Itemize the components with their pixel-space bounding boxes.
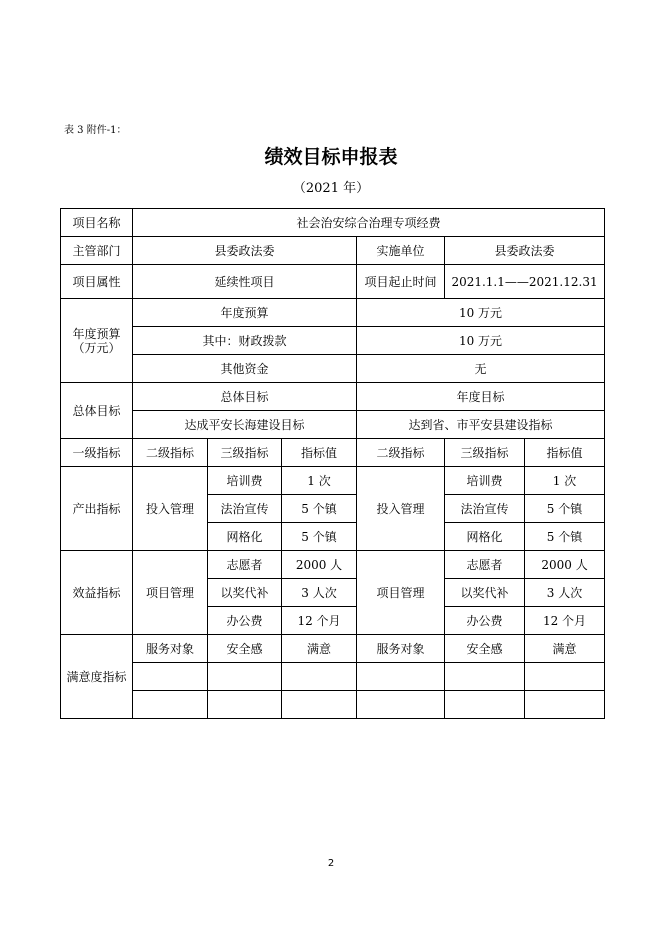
indicator-value: 12 个月: [282, 607, 357, 635]
page-title: 绩效目标申报表: [264, 146, 398, 168]
table-row: [61, 237, 605, 265]
value-header: 指标值: [525, 439, 605, 467]
annual-goal-header: 年度目标: [357, 383, 605, 411]
project-period-label: 项目起止时间: [357, 265, 445, 299]
table-row: [61, 411, 605, 439]
level3-header: 三级指标: [208, 439, 282, 467]
benefit-level2-b: 项目管理: [357, 551, 445, 635]
table-row: [61, 355, 605, 383]
indicator-name: 办公费: [208, 607, 282, 635]
empty-cell: [445, 663, 525, 691]
performance-goal-table: [60, 208, 605, 719]
indicator-value: 5 个镇: [525, 523, 605, 551]
empty-cell: [282, 663, 357, 691]
budget-row-value: 10 万元: [357, 299, 605, 327]
indicator-name: 志愿者: [208, 551, 282, 579]
annual-goal-value: 达到省、市平安县建设指标: [357, 411, 605, 439]
benefit-indicator-label: 效益指标: [61, 551, 133, 635]
table-row: [61, 663, 605, 691]
empty-cell: [133, 663, 208, 691]
empty-cell: [208, 691, 282, 719]
indicator-value: 5 个镇: [282, 523, 357, 551]
indicator-value: 3 人次: [525, 579, 605, 607]
indicator-value: 3 人次: [282, 579, 357, 607]
project-name-value: 社会治安综合治理专项经费: [133, 209, 605, 237]
project-name-label: 项目名称: [61, 209, 133, 237]
table-row: [61, 635, 605, 663]
table-row: [61, 551, 605, 579]
empty-cell: [525, 663, 605, 691]
year-subtitle: （2021 年）: [292, 181, 370, 196]
empty-cell: [133, 691, 208, 719]
budget-label: 年度预算（万元）: [61, 299, 133, 383]
indicator-name: 法治宣传: [208, 495, 282, 523]
attachment-note: 表 3 附件-1：: [64, 125, 127, 136]
indicator-value: 1 次: [525, 467, 605, 495]
project-attr-value: 延续性项目: [133, 265, 357, 299]
overall-goal-header: 总体目标: [133, 383, 357, 411]
project-period-value: 2021.1.1——2021.12.31: [445, 265, 605, 299]
output-level2-b: 投入管理: [357, 467, 445, 551]
indicator-value: 2000 人: [525, 551, 605, 579]
budget-row-label: 其他资金: [133, 355, 357, 383]
indicator-value: 12 个月: [525, 607, 605, 635]
goal-label: 总体目标: [61, 383, 133, 439]
benefit-level2: 项目管理: [133, 551, 208, 635]
indicator-name: 法治宣传: [445, 495, 525, 523]
overall-goal-value: 达成平安长海建设目标: [133, 411, 357, 439]
satisfaction-level2: 服务对象: [133, 635, 208, 663]
indicator-value: 满意: [282, 635, 357, 663]
indicator-value: 2000 人: [282, 551, 357, 579]
project-attr-label: 项目属性: [61, 265, 133, 299]
budget-row-label: 其中：财政拨款: [133, 327, 357, 355]
satisfaction-level2-b: 服务对象: [357, 635, 445, 663]
table-row: [61, 327, 605, 355]
table-row: [61, 467, 605, 495]
indicator-name: 办公费: [445, 607, 525, 635]
table-row: [61, 691, 605, 719]
dept-label: 主管部门: [61, 237, 133, 265]
indicator-name: 网格化: [445, 523, 525, 551]
table-row: [61, 209, 605, 237]
impl-unit-value: 县委政法委: [445, 237, 605, 265]
empty-cell: [357, 691, 445, 719]
budget-row-label: 年度预算: [133, 299, 357, 327]
indicator-value: 5 个镇: [282, 495, 357, 523]
table-row: [61, 383, 605, 411]
level3-header: 三级指标: [445, 439, 525, 467]
satisfaction-indicator-label: 满意度指标: [61, 635, 133, 719]
output-level2: 投入管理: [133, 467, 208, 551]
indicator-name: 网格化: [208, 523, 282, 551]
value-header: 指标值: [282, 439, 357, 467]
indicator-name: 以奖代补: [445, 579, 525, 607]
output-indicator-label: 产出指标: [61, 467, 133, 551]
table-row: [61, 265, 605, 299]
empty-cell: [445, 691, 525, 719]
indicator-name: 培训费: [208, 467, 282, 495]
page-number: 2: [327, 858, 335, 869]
table-row: [61, 439, 605, 467]
indicator-name: 培训费: [445, 467, 525, 495]
indicator-value: 1 次: [282, 467, 357, 495]
level2-header: 二级指标: [357, 439, 445, 467]
indicator-name: 志愿者: [445, 551, 525, 579]
empty-cell: [357, 663, 445, 691]
indicator-value: 满意: [525, 635, 605, 663]
indicator-name: 安全感: [208, 635, 282, 663]
indicator-value: 5 个镇: [525, 495, 605, 523]
level2-header: 二级指标: [133, 439, 208, 467]
empty-cell: [208, 663, 282, 691]
budget-row-value: 10 万元: [357, 327, 605, 355]
budget-row-value: 无: [357, 355, 605, 383]
level1-header: 一级指标: [61, 439, 133, 467]
table-row: [61, 299, 605, 327]
empty-cell: [282, 691, 357, 719]
empty-cell: [525, 691, 605, 719]
indicator-name: 以奖代补: [208, 579, 282, 607]
indicator-name: 安全感: [445, 635, 525, 663]
impl-unit-label: 实施单位: [357, 237, 445, 265]
dept-value: 县委政法委: [133, 237, 357, 265]
